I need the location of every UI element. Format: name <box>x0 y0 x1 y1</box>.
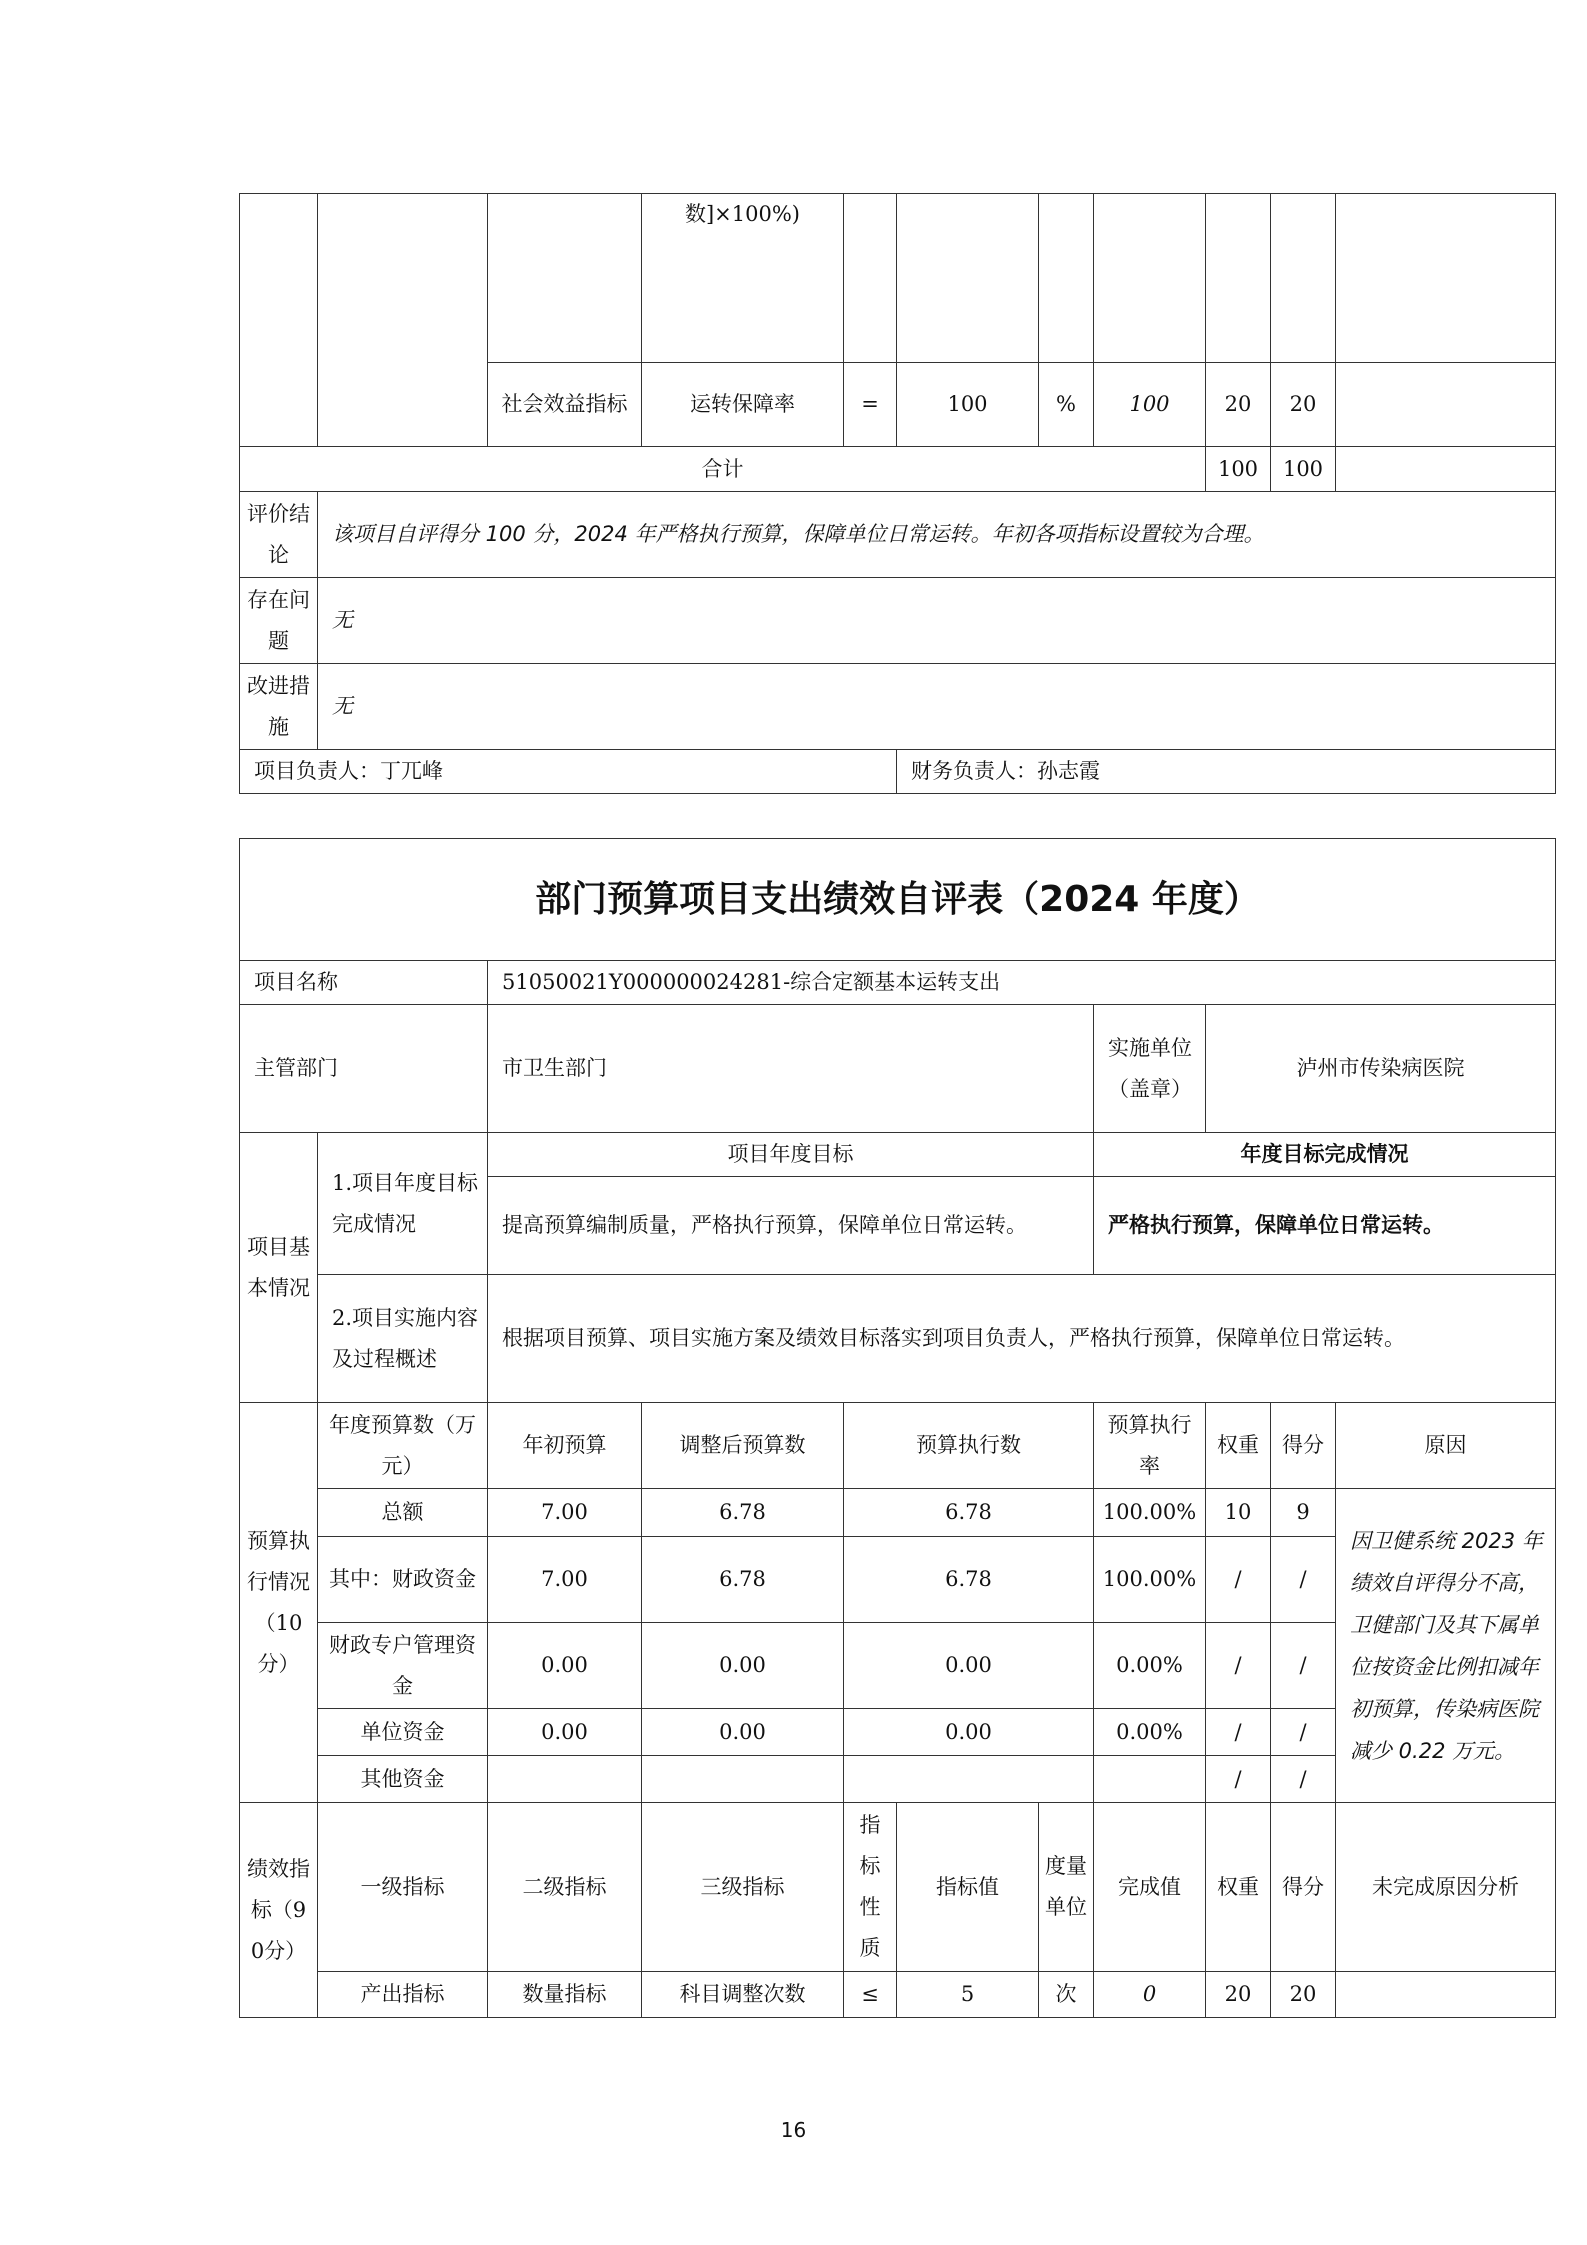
project-lead: 项目负责人：丁兀峰 <box>240 750 897 794</box>
budget-reason: 因卫健系统 2023 年绩效自评得分不高，卫健部门及其下属单位按资金比例扣减年初预算，传染病医院减少 0.22 万元。 <box>1336 1489 1556 1803</box>
issues-text: 无 <box>318 578 1556 664</box>
dept: 市卫生部门 <box>488 1005 1094 1133</box>
project-name-label: 项目名称 <box>240 961 488 1005</box>
budget-row-rate: 100.00% <box>1094 1537 1206 1623</box>
budget-row-initial: 0.00 <box>488 1709 642 1756</box>
budget-row-adjusted: 0.00 <box>642 1709 844 1756</box>
page-number: 16 <box>780 2118 807 2142</box>
budget-row-executed <box>844 1756 1094 1803</box>
indicator-weight: 20 <box>1206 363 1271 447</box>
completion-header: 年度目标完成情况 <box>1094 1133 1556 1177</box>
perf-header-level2: 二级指标 <box>488 1803 642 1972</box>
upper-evaluation-table <box>239 193 1556 794</box>
completion-text: 严格执行预算，保障单位日常运转。 <box>1094 1177 1556 1275</box>
budget-row-weight: / <box>1206 1756 1271 1803</box>
total-score: 100 <box>1271 447 1336 492</box>
conclusion-label: 评价结论 <box>240 492 318 578</box>
perf-row-level2: 数量指标 <box>488 1972 642 2018</box>
budget-row-executed: 6.78 <box>844 1537 1094 1623</box>
perf-header-actual: 完成值 <box>1094 1803 1206 1972</box>
lower-evaluation-table <box>239 838 1556 2018</box>
form-title: 部门预算项目支出绩效自评表（2024 年度） <box>240 839 1556 961</box>
budget-header-reason: 原因 <box>1336 1403 1556 1489</box>
conclusion-text: 该项目自评得分 100 分，2024 年严格执行预算，保障单位日常运转。年初各项指标设置较为合理。 <box>318 492 1556 578</box>
budget-row-initial <box>488 1756 642 1803</box>
goal-label: 1.项目年度目标完成情况 <box>318 1133 488 1275</box>
budget-row-score: 9 <box>1271 1489 1336 1537</box>
budget-row-rate: 100.00% <box>1094 1489 1206 1537</box>
perf-header-weight: 权重 <box>1206 1803 1271 1972</box>
impl-unit-label: 实施单位（盖章） <box>1094 1005 1206 1133</box>
perf-row-score: 20 <box>1271 1972 1336 2018</box>
budget-row-weight: / <box>1206 1623 1271 1709</box>
improvement-text: 无 <box>318 664 1556 750</box>
budget-header-initial: 年初预算 <box>488 1403 642 1489</box>
level2a-cell-empty <box>318 194 488 447</box>
perf-header-nature: 指标性质 <box>844 1803 897 1972</box>
formula-tail: 数]×100%) <box>642 194 844 363</box>
budget-row-initial: 0.00 <box>488 1623 642 1709</box>
budget-row-score: / <box>1271 1756 1336 1803</box>
perf-row-analysis <box>1336 1972 1556 2018</box>
budget-row-executed: 0.00 <box>844 1709 1094 1756</box>
budget-row-rate: 0.00% <box>1094 1709 1206 1756</box>
perf-row-actual: 0 <box>1094 1972 1206 2018</box>
budget-row-score: / <box>1271 1537 1336 1623</box>
budget-row-weight: 10 <box>1206 1489 1271 1537</box>
budget-row-adjusted: 6.78 <box>642 1537 844 1623</box>
indicator-operator: = <box>844 363 897 447</box>
budget-row-name: 其中：财政资金 <box>318 1537 488 1623</box>
indicator-level3: 运转保障率 <box>642 363 844 447</box>
budget-row-name: 单位资金 <box>318 1709 488 1756</box>
budget-header-annual: 年度预算数（万元） <box>318 1403 488 1489</box>
budget-label: 预算执行情况（10分） <box>240 1403 318 1803</box>
level2-cell-empty <box>488 194 642 363</box>
budget-row-rate <box>1094 1756 1206 1803</box>
perf-row-unit: 次 <box>1039 1972 1094 2018</box>
budget-header-score: 得分 <box>1271 1403 1336 1489</box>
budget-row-score: / <box>1271 1623 1336 1709</box>
budget-row-executed: 6.78 <box>844 1489 1094 1537</box>
total-label: 合计 <box>240 447 1206 492</box>
impl-label: 2.项目实施内容及过程概述 <box>318 1275 488 1403</box>
perf-row-level1: 产出指标 <box>318 1972 488 2018</box>
indicator-score: 20 <box>1271 363 1336 447</box>
dept-label: 主管部门 <box>240 1005 488 1133</box>
perf-row-weight: 20 <box>1206 1972 1271 2018</box>
budget-row-weight: / <box>1206 1537 1271 1623</box>
total-weight: 100 <box>1206 447 1271 492</box>
budget-row-initial: 7.00 <box>488 1489 642 1537</box>
budget-header-executed: 预算执行数 <box>844 1403 1094 1489</box>
budget-header-weight: 权重 <box>1206 1403 1271 1489</box>
perf-header-level1: 一级指标 <box>318 1803 488 1972</box>
budget-header-adjusted: 调整后预算数 <box>642 1403 844 1489</box>
indicator-actual: 100 <box>1094 363 1206 447</box>
indicator-target: 100 <box>897 363 1039 447</box>
perf-row-value: 5 <box>897 1972 1039 2018</box>
budget-row-adjusted: 6.78 <box>642 1489 844 1537</box>
perf-header-score: 得分 <box>1271 1803 1336 1972</box>
annual-goal-header: 项目年度目标 <box>488 1133 1094 1177</box>
indicator-level2: 社会效益指标 <box>488 363 642 447</box>
budget-row-initial: 7.00 <box>488 1537 642 1623</box>
improvement-label: 改进措施 <box>240 664 318 750</box>
budget-row-name: 总额 <box>318 1489 488 1537</box>
perf-header-level3: 三级指标 <box>642 1803 844 1972</box>
budget-header-rate: 预算执行率 <box>1094 1403 1206 1489</box>
project-name: 51050021Y000000024281-综合定额基本运转支出 <box>488 961 1556 1005</box>
budget-row-name: 其他资金 <box>318 1756 488 1803</box>
perf-header-unit: 度量单位 <box>1039 1803 1094 1972</box>
level1-cell-empty <box>240 194 318 447</box>
budget-row-rate: 0.00% <box>1094 1623 1206 1709</box>
perf-label: 绩效指标（90分） <box>240 1803 318 2018</box>
issues-label: 存在问题 <box>240 578 318 664</box>
annual-goal: 提高预算编制质量，严格执行预算，保障单位日常运转。 <box>488 1177 1094 1275</box>
perf-header-analysis: 未完成原因分析 <box>1336 1803 1556 1972</box>
impl-unit: 泸州市传染病医院 <box>1206 1005 1556 1133</box>
impl-text: 根据项目预算、项目实施方案及绩效目标落实到项目负责人，严格执行预算，保障单位日常运转。 <box>488 1275 1556 1403</box>
budget-row-executed: 0.00 <box>844 1623 1094 1709</box>
basic-info-label: 项目基本情况 <box>240 1133 318 1403</box>
budget-row-adjusted <box>642 1756 844 1803</box>
budget-row-name: 财政专户管理资金 <box>318 1623 488 1709</box>
budget-row-score: / <box>1271 1709 1336 1756</box>
budget-row-adjusted: 0.00 <box>642 1623 844 1709</box>
perf-row-nature: ≤ <box>844 1972 897 2018</box>
indicator-unit: % <box>1039 363 1094 447</box>
perf-row-level3: 科目调整次数 <box>642 1972 844 2018</box>
perf-header-value: 指标值 <box>897 1803 1039 1972</box>
budget-row-weight: / <box>1206 1709 1271 1756</box>
finance-lead: 财务负责人：孙志霞 <box>897 750 1556 794</box>
